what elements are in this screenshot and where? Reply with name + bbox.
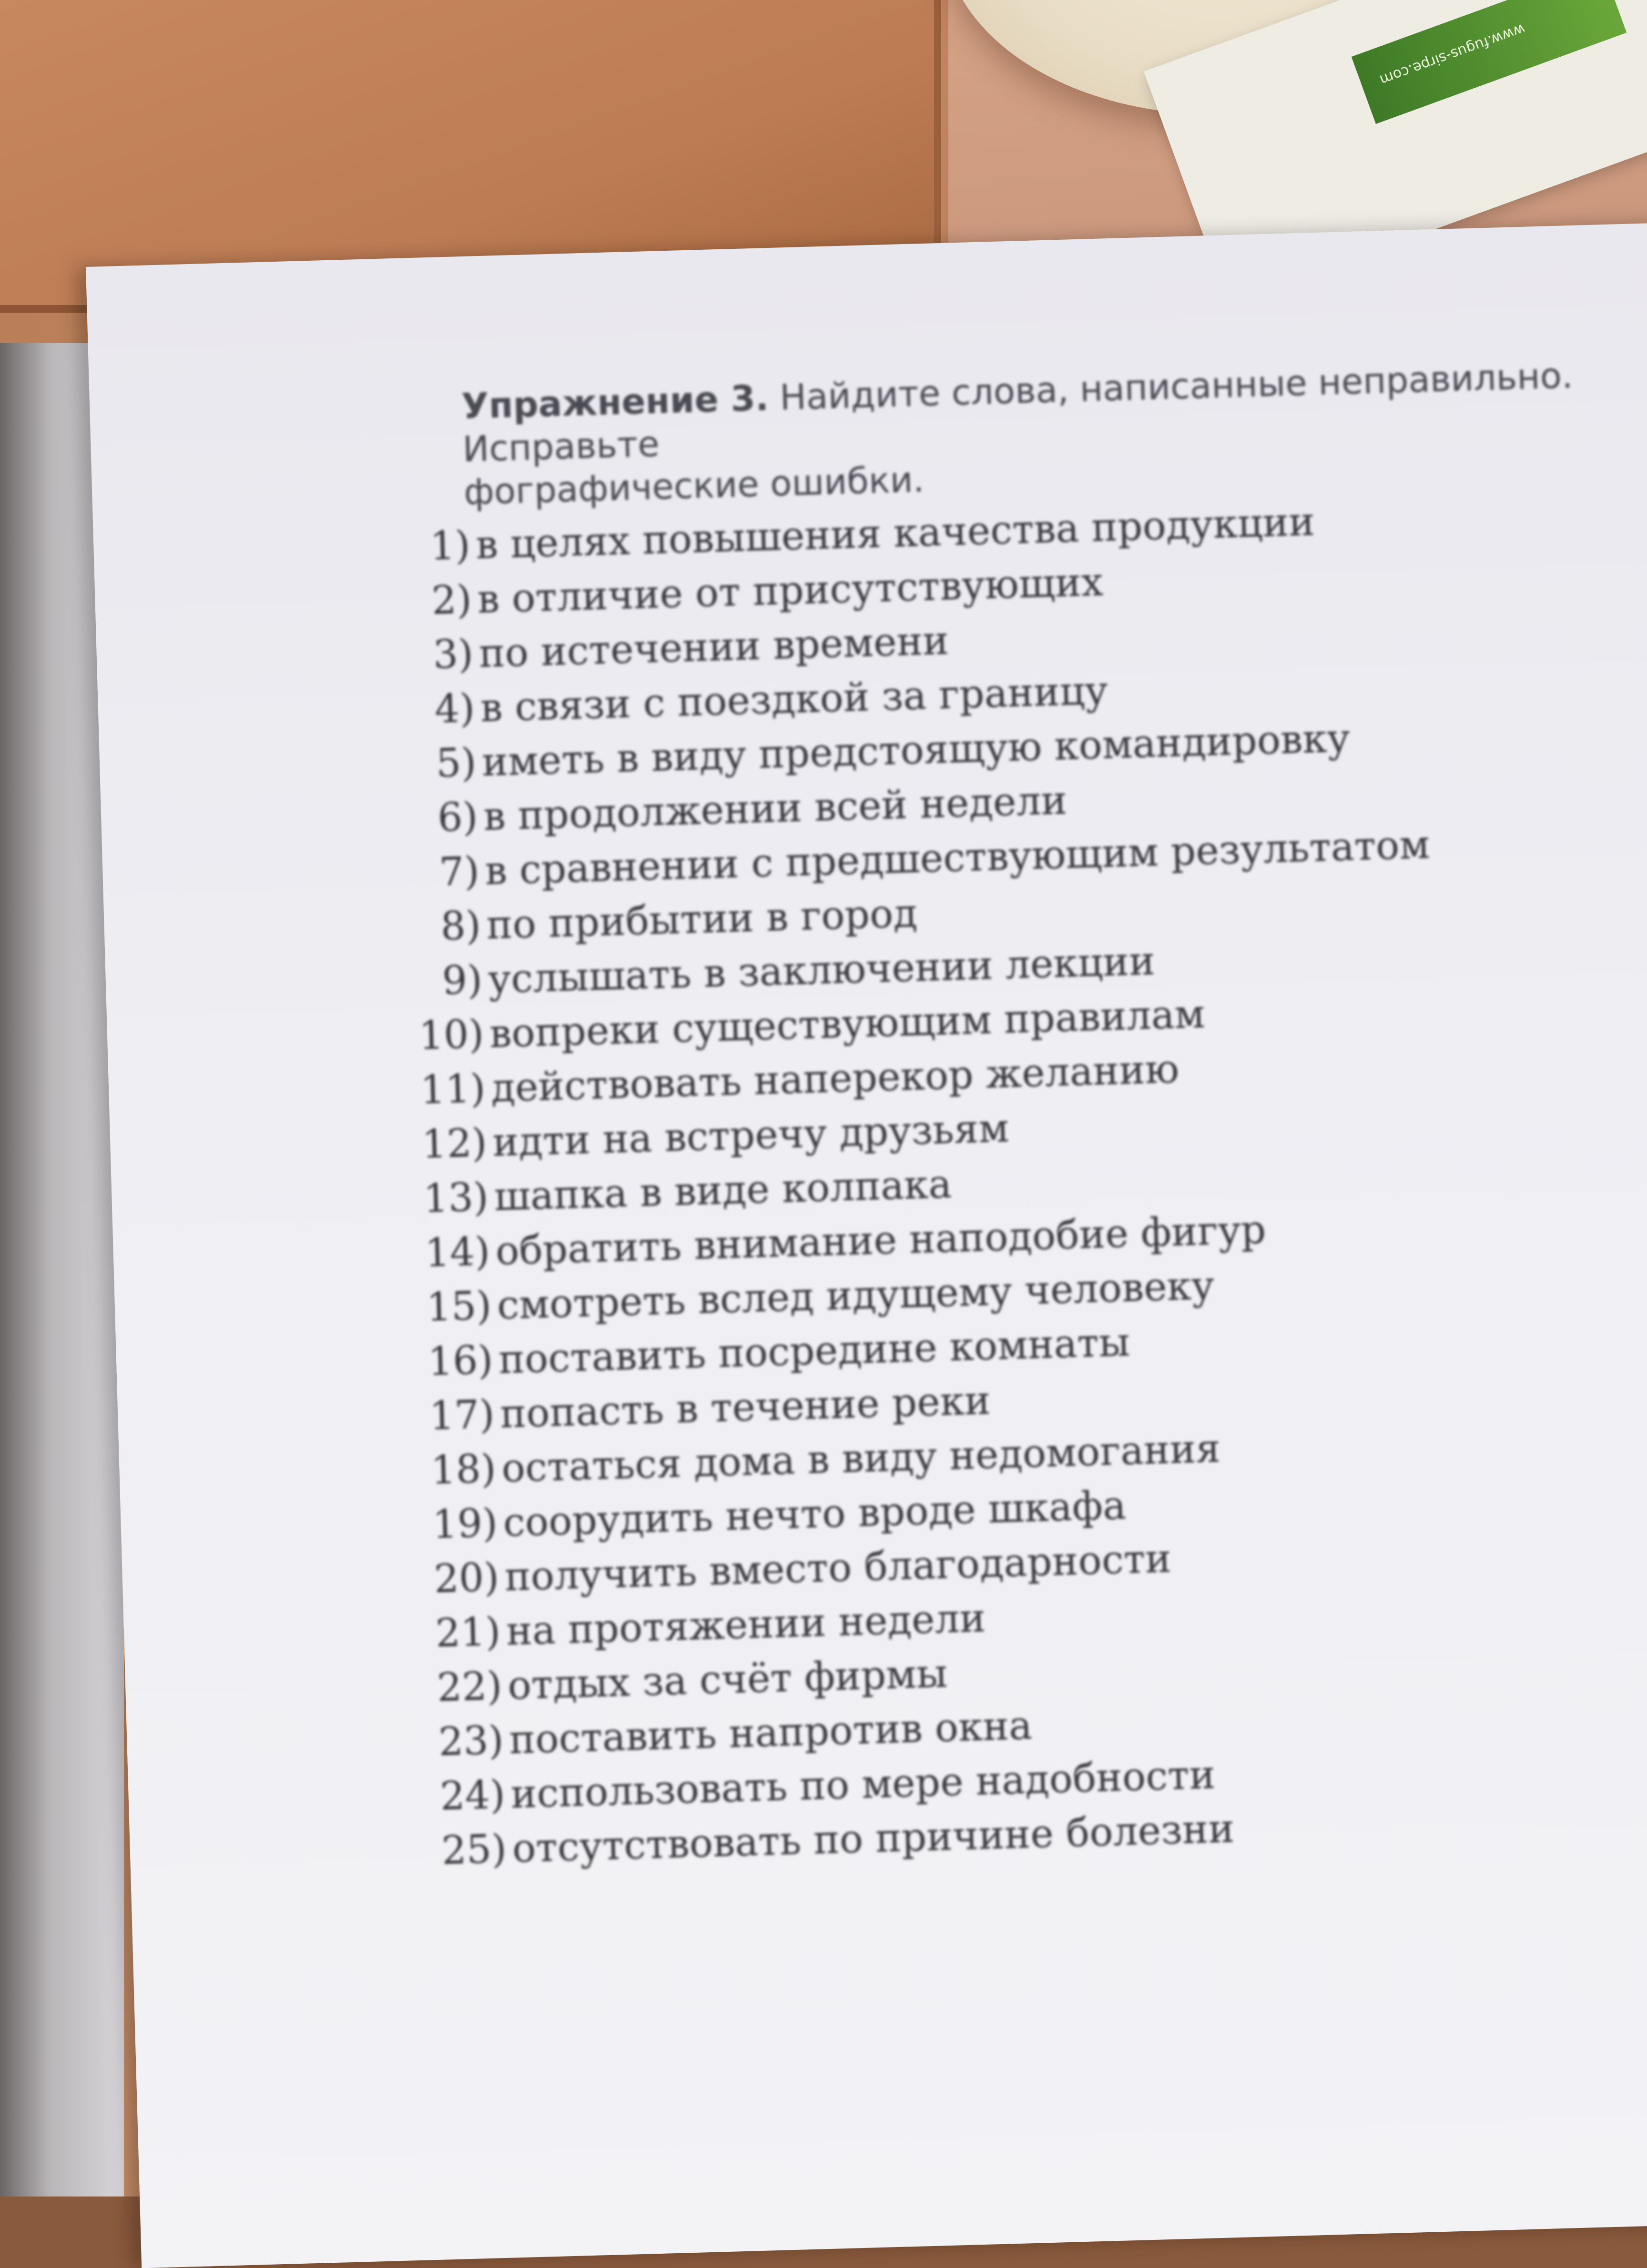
item-text: услышать в заключении лекции xyxy=(487,938,1156,1002)
item-number: 4) xyxy=(434,685,476,732)
item-number: 22) xyxy=(436,1663,503,1711)
exercise-heading xyxy=(461,352,1647,514)
item-text: получить вместо благодарности xyxy=(504,1536,1172,1600)
item-number: 8) xyxy=(440,903,482,950)
exercise-instruction: Найдите слова, написанные неправильно. Исправьте xyxy=(462,355,1574,470)
item-text: идти на встречу друзьям xyxy=(492,1105,1010,1165)
item-text: попасть в течение реки xyxy=(499,1378,991,1437)
item-text: на протяжении недели xyxy=(505,1595,986,1655)
item-text: в продолжении всей недели xyxy=(483,777,1068,840)
item-text: в сравнении с предшествующим результатом xyxy=(484,822,1431,894)
item-number: 1) xyxy=(429,522,471,570)
item-text: по истечении времени xyxy=(478,618,950,677)
item-number: 15) xyxy=(426,1283,492,1330)
item-number: 12) xyxy=(421,1120,488,1168)
item-text: вопреки существующим правилам xyxy=(488,991,1206,1057)
item-text: соорудить нечто вроде шкафа xyxy=(502,1483,1127,1546)
item-number: 11) xyxy=(419,1066,486,1114)
item-text: по прибытии в город xyxy=(486,890,918,949)
item-text: отсутствовать по причине болезни xyxy=(511,1806,1235,1872)
item-number: 18) xyxy=(430,1446,497,1493)
item-number: 20) xyxy=(433,1554,500,1602)
item-number: 25) xyxy=(441,1826,508,1874)
item-number: 6) xyxy=(437,794,478,841)
item-number: 2) xyxy=(431,577,473,623)
item-text: шапка в виде колпака xyxy=(493,1162,953,1220)
item-number: 21) xyxy=(435,1609,501,1656)
item-text: в отличие от присутствующих xyxy=(477,559,1104,623)
page-content xyxy=(375,352,1647,1887)
item-text: действовать наперекор желанию xyxy=(490,1046,1180,1111)
item-number: 5) xyxy=(435,740,477,787)
item-number: 16) xyxy=(427,1338,494,1385)
item-number: 3) xyxy=(432,631,474,678)
exercise-instruction-line2: фографические ошибки. xyxy=(463,459,925,513)
book-page xyxy=(86,222,1647,2268)
booklet-green-stripe xyxy=(1352,0,1627,124)
item-text: обратить внимание наподобие фигур xyxy=(495,1207,1267,1274)
item-text: иметь в виду предстоящую командировку xyxy=(481,715,1351,786)
item-text: остаться дома в виду недомогания xyxy=(501,1426,1221,1492)
item-number: 24) xyxy=(439,1772,506,1819)
booklet-url-text: www.fugus-sirpe.com xyxy=(1377,20,1527,89)
item-number: 14) xyxy=(424,1229,491,1276)
item-text: поставить напротив окна xyxy=(508,1703,1033,1763)
item-number: 7) xyxy=(438,848,480,895)
exercise-label: Упражнение 3. xyxy=(461,378,770,428)
item-number: 17) xyxy=(428,1392,495,1439)
item-number: 23) xyxy=(438,1717,504,1765)
item-number: 13) xyxy=(423,1175,489,1222)
item-text: в целях повышения качества продукции xyxy=(475,499,1316,568)
item-number: 19) xyxy=(432,1500,498,1548)
exercise-list xyxy=(379,485,1647,1879)
item-number: 9) xyxy=(441,957,483,1004)
item-text: использовать по мере надобности xyxy=(510,1752,1216,1818)
item-text: в связи с поездкой за границу xyxy=(479,668,1108,731)
item-text: отдых за счёт фирмы xyxy=(507,1651,948,1709)
item-text: смотреть вслед идущему человеку xyxy=(496,1263,1215,1328)
item-text: поставить посредине комнаты xyxy=(498,1319,1131,1383)
item-number: 10) xyxy=(418,1011,485,1059)
